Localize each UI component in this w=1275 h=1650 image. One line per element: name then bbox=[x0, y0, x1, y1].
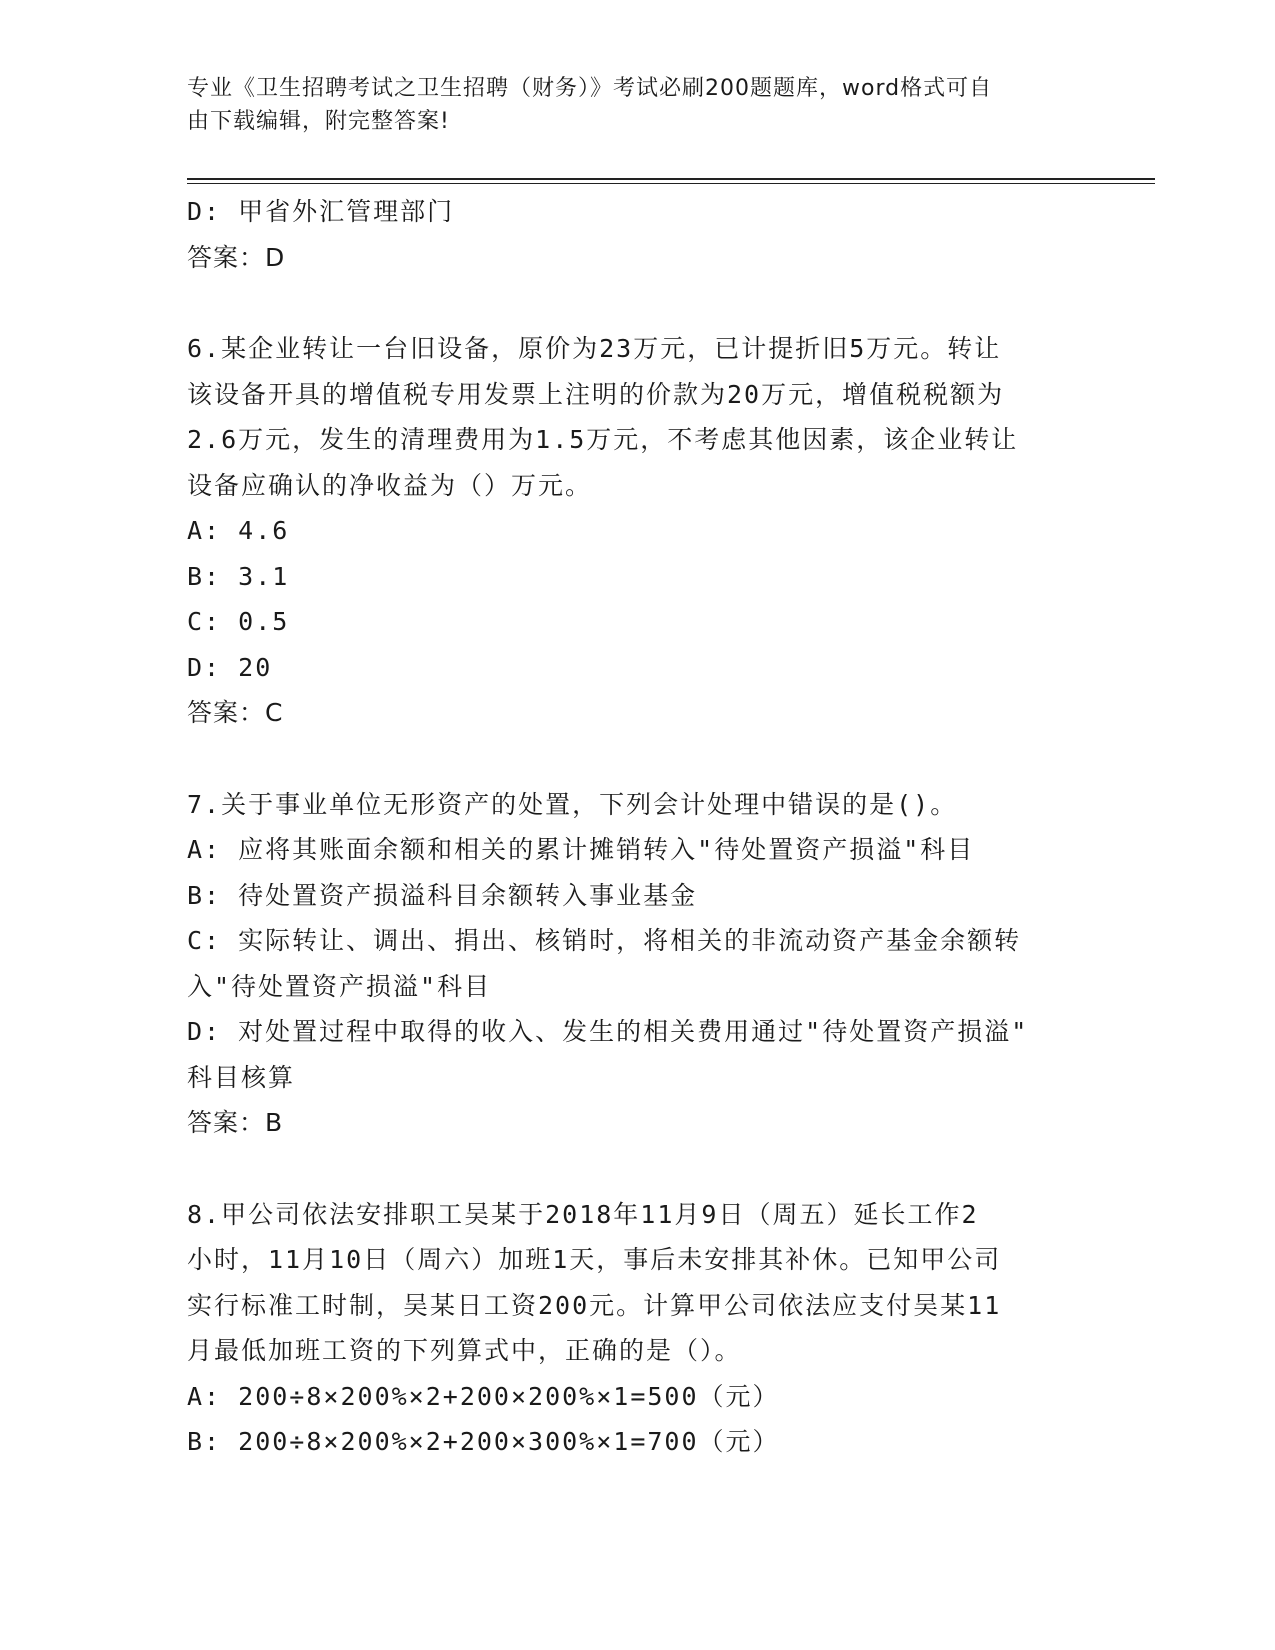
q8-stem-line-3: 实行标准工时制，吴某日工资200元。计算甲公司依法应支付吴某11 bbox=[187, 1290, 1002, 1320]
q7-option-c: C: 实际转让、调出、捐出、核销时，将相关的非流动资产基金余额转 bbox=[187, 926, 1022, 955]
q6-option-a: A: 4.6 bbox=[187, 516, 290, 545]
header-divider-thick bbox=[187, 178, 1155, 180]
q7-option-a: A: 应将其账面余额和相关的累计摊销转入"待处置资产损溢"科目 bbox=[187, 835, 975, 864]
q5-option-d: D: 甲省外汇管理部门 bbox=[187, 197, 455, 226]
q6-stem-line-2: 该设备开具的增值税专用发票上注明的价款为20万元，增值税税额为 bbox=[187, 379, 1005, 409]
q6-option-b: B: 3.1 bbox=[187, 561, 290, 591]
document-header bbox=[187, 72, 1067, 138]
q8-stem-line-4: 月最低加班工资的下列算式中，正确的是（）。 bbox=[187, 1336, 742, 1365]
q6-stem-line-1: 6.某企业转让一台旧设备，原价为23万元，已计提折旧5万元。转让 bbox=[187, 334, 1002, 363]
q6-option-d: D: 20 bbox=[187, 652, 273, 682]
q8-option-a: A: 200÷8×200%×2+200×200%×1=500（元） bbox=[187, 1381, 780, 1411]
question-content bbox=[187, 189, 1087, 1465]
q7-option-c-cont: 入"待处置资产损溢"科目 bbox=[187, 971, 492, 1001]
q7-option-b: B: 待处置资产损溢科目余额转入事业基金 bbox=[187, 880, 698, 910]
q6-stem-line-3: 2.6万元，发生的清理费用为1.5万元，不考虑其他因素，该企业转让 bbox=[187, 425, 1019, 454]
q6-stem-line-4: 设备应确认的净收益为（）万元。 bbox=[187, 470, 593, 500]
q5-answer: 答案：D bbox=[187, 242, 286, 272]
q7-option-d: D: 对处置过程中取得的收入、发生的相关费用通过"待处置资产损溢" bbox=[187, 1017, 1029, 1046]
q8-option-b: B: 200÷8×200%×2+200×300%×1=700（元） bbox=[187, 1427, 780, 1456]
header-line-1: 专业《卫生招聘考试之卫生招聘（财务）》考试必刷200题题库，word格式可自 bbox=[187, 76, 993, 101]
q7-answer: 答案：B bbox=[187, 1108, 284, 1137]
q6-option-c: C: 0.5 bbox=[187, 607, 290, 636]
q7-option-d-cont: 科目核算 bbox=[187, 1062, 296, 1092]
header-line-2: 由下载编辑，附完整答案! bbox=[187, 109, 450, 134]
header-divider-thin bbox=[187, 183, 1155, 184]
q8-stem-line-2: 小时，11月10日（周六）加班1天，事后未安排其补休。已知甲公司 bbox=[187, 1245, 1002, 1274]
q7-stem-line-1: 7.关于事业单位无形资产的处置，下列会计处理中错误的是()。 bbox=[187, 789, 958, 819]
q6-answer: 答案：C bbox=[187, 698, 284, 727]
q8-stem-line-1: 8.甲公司依法安排职工吴某于2018年11月9日（周五）延长工作2 bbox=[187, 1199, 979, 1229]
